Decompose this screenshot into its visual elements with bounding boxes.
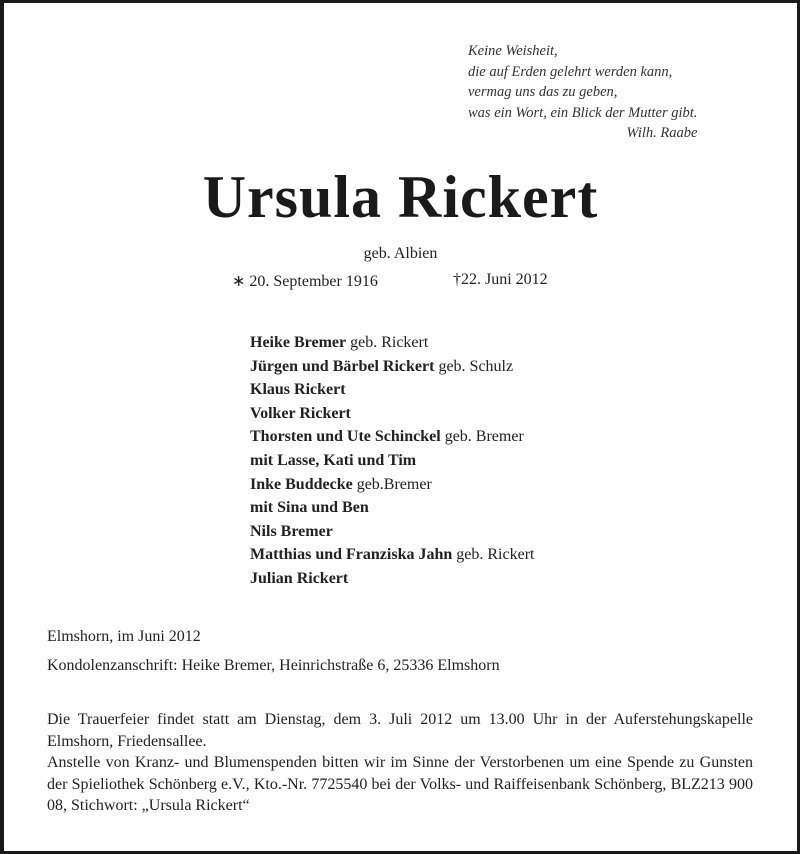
mourner-entry: Jürgen und Bärbel Rickert geb. Schulz bbox=[250, 357, 514, 375]
condolence-address: Kondolenzanschrift: Heike Bremer, Heinrichstraße 6, 25336 Elmshorn bbox=[47, 657, 500, 674]
mourner-entry: Matthias und Franziska Jahn geb. Rickert bbox=[250, 546, 535, 564]
donation-text: Anstelle von Kranz- und Blumenspenden bitten wir im Sinne der Verstorbenen um eine Spende zu Gunsten der Spieliothek Schönberg e.V., Kto.-Nr. 7725540 bei der Volks- und Raiffeisenbank Schönberg, BLZ213 900 08, Stichwort: „Ursula Rickert“ bbox=[47, 754, 753, 815]
mourner-entry: Heike Bremer geb. Rickert bbox=[250, 334, 429, 351]
quote-line: die auf Erden gelehrt werden kann, bbox=[468, 63, 673, 80]
death-date: †22. Juni 2012 bbox=[453, 271, 548, 288]
deceased-name: Ursula Rickert bbox=[202, 164, 599, 230]
mourner-entry: mit Lasse, Kati und Tim bbox=[250, 451, 417, 469]
epigraph-quote bbox=[468, 41, 697, 144]
mourner-entry: Volker Rickert bbox=[250, 404, 351, 422]
mourner-entry: Klaus Rickert bbox=[250, 381, 346, 399]
mourner-entry: Nils Bremer bbox=[250, 522, 333, 540]
funeral-text: Die Trauerfeier findet statt am Dienstag, dem 3. Juli 2012 um 13.00 Uhr in der Auferstehungskapelle Elmshorn, Friedensallee. bbox=[47, 711, 753, 750]
maiden-name: geb. Albien bbox=[363, 245, 438, 262]
mourner-entry: mit Sina und Ben bbox=[250, 499, 369, 517]
funeral-info bbox=[47, 709, 753, 817]
birth-date: ∗ 20. September 1916 bbox=[232, 273, 378, 290]
quote-line: was ein Wort, ein Blick der Mutter gibt. bbox=[468, 104, 698, 121]
obituary-page bbox=[4, 3, 797, 851]
quote-line: Keine Weisheit, bbox=[468, 43, 558, 59]
mourner-entry: Thorsten und Ute Schinckel geb. Bremer bbox=[250, 428, 524, 446]
mourner-entry: Inke Buddecke geb.Bremer bbox=[250, 475, 432, 493]
quote-line: vermag uns das zu geben, bbox=[468, 84, 618, 100]
mourners-list bbox=[250, 331, 534, 591]
mourner-entry: Julian Rickert bbox=[250, 569, 349, 587]
place-date: Elmshorn, im Juni 2012 bbox=[47, 628, 201, 645]
quote-attribution: Wilh. Raabe bbox=[626, 125, 698, 141]
